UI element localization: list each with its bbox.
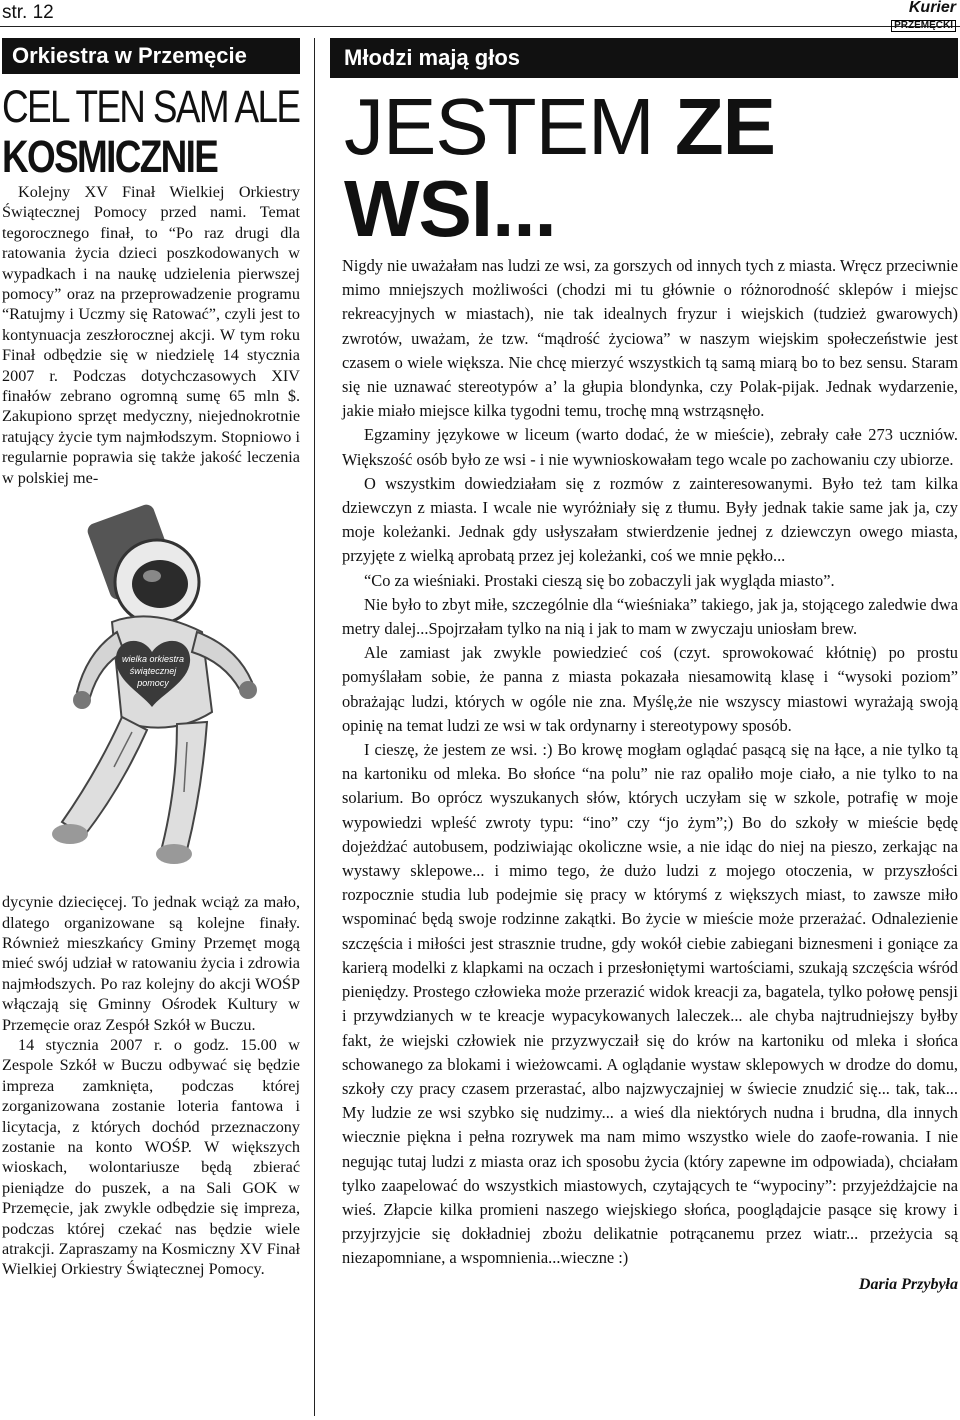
paragraph: 14 stycznia 2007 r. o godz. 15.00 w Zespole Szkół w Buczu odbywać się będzie impreza zamknięta, podczas której zorganizowana zostanie loteria fantowa i licytacja, z których dochód przeznaczony zostanie na konto WOŚP. W większych wioskach, wolontariusze będą zbierać pieniądze do puszek, a na Sali GOK w Przemęcie, jak zwykle odbędzie się impreza, podczas której czekać nas będzie wiele atrakcji. Zapraszamy na Kosmiczny XV Finał Wielkiej Orkiestry Świątecznej Pomocy. <box>2 1035 300 1279</box>
article-body-right <box>330 254 958 1297</box>
headline-line2: KOSMICZNIE <box>2 131 218 182</box>
paragraph: Egzaminy językowe w liceum (warto dodać, że w mieście), zebrały całe 273 uczniów. Większość osób było ze wsi - i nie wywnioskowałam tego wcale po zachowaniu czy ubiorze. <box>342 425 958 469</box>
article-left <box>2 38 300 1280</box>
astronaut-image <box>2 502 300 882</box>
paragraph: O wszystkim dowiedziałam się z rozmów z zainteresowanymi. Było też tam kilka dziewczyn z miasta. I wcale nie wyróżniały się z tłumu. Były jednak takie same jak ja, czy moje koleżanki. Jednak gdy usłyszałam stwierdzenie jednej z dziewczyn owego miasta, przyjęte z wielką aprobatą przez jej koleżanki, coś we mnie pękło... <box>342 473 958 566</box>
paragraph: dycynie dziecięcej. To jednak wciąż za mało, dlatego organizowane są kolejne finały. Również mieszkańcy Gminy Przemęt mogą mieć swój udział w ratowaniu życia i zdrowia najmłodszych. Po raz kolejny do akcji WOŚP włączają się Gminny Ośrodek Kultury w Przemęcie oraz Zespół Szkół w Buczu. <box>2 893 300 1034</box>
section-band-right: Młodzi mają głos <box>330 38 958 78</box>
astronaut-illustration <box>2 502 300 882</box>
paragraph: Nigdy nie uważałam nas ludzi ze wsi, za gorszych od innych tych z miasta. Wręcz przeciwnie mimo mniejszych możliwości (chodzi mi tu głównie o różnorodność sklepów i miejsc rekreacyjnych w miastach), nie tak idealnych fryzur i wiejskich (tudzież gwarowych) zwrotów, uważam, że tzw. “mądrość życiowa” w naszym wiejskim społeczeństwie jest czasem o wiele większa. Nie chcę mierzyć wszystkich tą samą miarą bo to bez sensu. Staram się nie uznawać stereotypów a’ la głupia blondynka, czy Polak-pijak. Jednak wydarzenie, jakie miało miejsce kilka tygodni temu, trochę mną wstrząsnęło. <box>342 256 958 421</box>
headline-line1: CEL TEN SAM ALE <box>2 81 300 132</box>
paragraph: I cieszę, że jestem ze wsi. :) Bo krowę mogłam oglądać pasącą się na łące, a nie tylko tą na kartoniku od mleka. Bo słońce “na polu” nie raz opaliło moje ciało, a nie tylko to na solarium. Bo oprócz wyszukanych słów, których uczyłam się w szkole, potrafię w moje wypowiedzi wpleść zwroty typu: “ino” czy “jo żym”;) Bo do szkoły w mieście będę dojeżdżać autobusem, podziwiając okoliczne wsie, a nie idąc do niej na pieszo, zerkając na wystawy sklepowe... i mimo tego, że dużo ludzi z mojego otoczenia, w przyszłości rozpocznie studia lub podejmie się pracy w którymś z większych miast, to zawsze miło wspominać będą swoje rodzinne zakątki. Bo życie w mieście może przerażać. Odnalezienie szczęścia i miłości jest strasznie trudne, gdy wokół ciebie zabiegani biznesmeni i goniące za karierą modelki z klapkami na oczach i przesłoniętymi wartościami, szukają szczęścia wśród pieniędzy. Prostego człowieka może przerazić widok kreacji za, bagatela, tylko połowę pensji i przywdzianych w te kreacje wypacykowanych laleczek... ale chyba najtrudniejszy byłby fakt, że wiejski człowiek nie przyzwyczaił się do krów na kartoniku od mleka i słońca schowanego za blokami i wieżowcami. A oglądanie wystaw sklepowych w drodze do domu, szkoły czy pracy czasem przerastać, albo najzwyczajniej w świecie znudzić się... tak, tak... My ludzie ze wsi szybko się nudzimy... a wieś dla niektórych nudna i brudna, dla innych wiecznie piękna i pełna rozrywek ma nam mimo wszystko wiele do zaofe-rowania. I nie negując tutaj ludzi z miasta oraz ich sposobu życia (który zapewne im odpowiada), chciałam tylko zaapelować do wszystkich miastowych, czytających te “wypociny”: przyjeżdżajcie na wieś. Złapcie kilka promieni naszego wiejskiego słońca, pooglądajcie pasące się krowy i przyjrzyjcie się dokładniej zbożu delikatnie potrącanemu przez wiatr... przeżycia są niezapomniane, a wspomnienia...wieczne :) <box>342 740 958 1268</box>
svg-text:wielka orkiestra: wielka orkiestra <box>121 654 185 665</box>
column-divider <box>314 38 315 1416</box>
headline-light: JESTEM <box>344 82 675 171</box>
header-rule <box>0 26 960 27</box>
page-header <box>0 0 960 31</box>
svg-text:świątecznej: świątecznej <box>129 666 177 677</box>
article-body-top <box>2 182 300 488</box>
logo-bottom: PRZEMĘCKI <box>891 20 956 32</box>
article-headline-right <box>344 82 958 253</box>
paragraph: Ale zamiast jak zwykle powiedzieć coś (czyt. sprowokować kłótnię) po prostu pomyślałam sobie, że panna z miasta pokazała niesamowitą klasę i “wysoki poziom” obrażając ludzi, których w ogóle nie zna. Myślę,że nie wszyscy miastowi wyrażają swoją opinię na temat ludzi ze wsi w tak ordynarny i stereotypowy sposób. <box>342 643 958 735</box>
paragraph: “Co za wieśniaki. Prostaki cieszą się bo zobaczyli jak wygląda miasto”. <box>364 570 835 590</box>
article-right <box>330 38 958 1297</box>
page-number: str. 12 <box>2 2 54 23</box>
headline-bold: ZE WSI... <box>344 82 776 253</box>
section-band-left: Orkiestra w Przemęcie <box>2 38 300 74</box>
svg-text:pomocy: pomocy <box>137 678 169 689</box>
paragraph: Nie było to zbyt miłe, szczególnie dla “wieśniaka” takiego, jak ja, stojącego zaledwie dwa metry dalej...Spojrzałam tylko na nią i jak to mam w zwyczaju uniosłam brew. <box>342 594 958 639</box>
author-signature: Daria Przybyła <box>858 1275 958 1293</box>
paragraph: Kolejny XV Finał Wielkiej Orkiestry Świątecznej Pomocy przed nami. Temat tegorocznego finał, to “Po raz drugi dla ratowania życia dzieci poszkodowanych w wypadkach i na naukę udzielenia pierwszej pomocy” oraz na przeprowadzenie programu “Ratujmy i Uczmy się Ratować”, czyli jest to kontynuacja zeszłorocznej akcji. W tym roku Finał odbędzie się w niedzielę 14 stycznia 2007 r. Podczas dotychczasowych XIV finałów zebrano ogromną sumę 65 mln $. Zakupiono sprzęt medyczny, niejednokrotnie ratujący życie tym najmłodszym. Stopniowo i regularnie poprawia się także jakość leczenia w polskiej me- <box>2 183 300 487</box>
logo-top: Kurier <box>908 0 956 16</box>
newspaper-logo <box>884 0 956 31</box>
article-body-bottom <box>2 892 300 1280</box>
article-headline-left <box>2 82 302 182</box>
